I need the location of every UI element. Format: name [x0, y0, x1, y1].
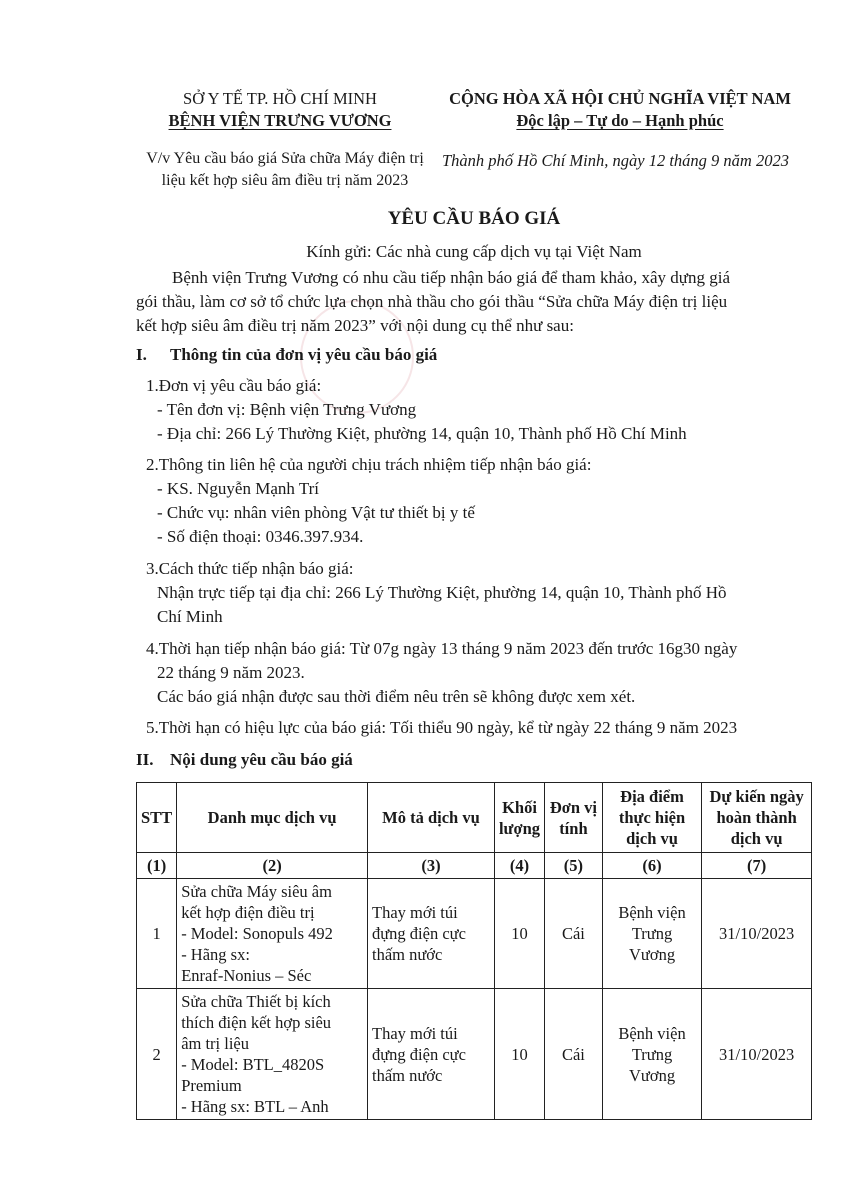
col-header-qty-line-2: lượng	[498, 818, 541, 838]
service-line: - Hãng sx:	[181, 945, 250, 964]
row-desc	[367, 879, 494, 989]
item-1-line-2: - Địa chỉ: 266 Lý Thường Kiệt, phường 14, quận 10, Thành phố Hồ Chí Minh	[157, 424, 687, 443]
row-date: 31/10/2023	[702, 879, 812, 989]
col-header-unit-line-2: tính	[559, 818, 588, 838]
col-header-place-line-2: thực hiện	[618, 808, 686, 827]
org-name-text: BỆNH VIỆN TRƯNG VƯƠNG	[168, 111, 392, 130]
col-header-stt: STT	[137, 783, 177, 853]
desc-line: thấm nước	[371, 1065, 443, 1085]
header-left	[130, 88, 430, 132]
col-header-qty	[494, 783, 544, 853]
desc-line: Thay mới túi	[371, 903, 458, 922]
col-header-date-line-2: hoàn thành	[716, 808, 797, 827]
table-row	[137, 989, 812, 1120]
row-place	[602, 879, 701, 989]
desc-line: đựng điện cực	[371, 1044, 466, 1064]
org-name	[130, 110, 430, 132]
place-line: Trưng	[631, 1044, 673, 1064]
subject-line-1: V/v Yêu cầu báo giá Sửa chữa Máy điện trị	[146, 150, 424, 167]
place-date: Thành phố Hồ Chí Minh, ngày 12 tháng 9 năm 2023	[442, 151, 789, 170]
col-number: (4)	[494, 853, 544, 879]
desc-line: đựng điện cực	[371, 924, 466, 943]
col-header-date-line-1: Dự kiến ngày	[709, 787, 804, 806]
col-number: (7)	[702, 853, 812, 879]
table-header-row	[137, 783, 812, 853]
item-2-line-2: - Chức vụ: nhân viên phòng Vật tư thiết bị y tế	[157, 503, 475, 522]
row-place	[602, 989, 701, 1120]
row-date: 31/10/2023	[702, 989, 812, 1120]
document-title: YÊU CẦU BÁO GIÁ	[387, 208, 561, 229]
service-line: âm trị liệu	[181, 1034, 250, 1053]
col-number: (2)	[177, 853, 368, 879]
row-qty: 10	[494, 989, 544, 1120]
row-desc	[367, 989, 494, 1120]
col-number: (5)	[545, 853, 603, 879]
service-line: thích điện kết hợp siêu	[181, 1013, 332, 1032]
motto-text: Độc lập – Tự do – Hạnh phúc	[516, 111, 724, 130]
header-right	[430, 88, 810, 132]
section-2-number: II.	[136, 750, 154, 769]
motto	[430, 110, 810, 132]
section-1-heading: Thông tin của đơn vị yêu cầu báo giá	[170, 345, 438, 364]
place-line: Vương	[628, 1065, 676, 1085]
row-service	[177, 989, 368, 1120]
service-line: Enraf-Nonius – Séc	[181, 966, 312, 985]
item-1-line-1: - Tên đơn vị: Bệnh viện Trưng Vương	[157, 400, 417, 419]
subject-line-2: liệu kết hợp siêu âm điều trị năm 2023	[161, 172, 409, 189]
subject-block	[120, 148, 450, 192]
col-header-unit-line-1: Đơn vị	[549, 797, 598, 817]
row-stt: 1	[137, 879, 177, 989]
item-4-line-2: Các báo giá nhận được sau thời điểm nêu trên sẽ không được xem xét.	[157, 687, 636, 706]
item-2-label: 2.Thông tin liên hệ của người chịu trách nhiệm tiếp nhận báo giá:	[146, 455, 592, 474]
recipient-line: Kính gửi: Các nhà cung cấp dịch vụ tại Việt Nam	[306, 242, 642, 261]
place-line: Bệnh viện	[618, 903, 686, 922]
item-4-line-1: 22 tháng 9 năm 2023.	[157, 663, 305, 682]
section-1-number: I.	[136, 345, 147, 364]
item-3-label: 3.Cách thức tiếp nhận báo giá:	[146, 559, 354, 578]
service-line: Sửa chữa Máy siêu âm	[181, 882, 332, 901]
col-header-service: Danh mục dịch vụ	[177, 783, 368, 853]
col-header-unit	[545, 783, 603, 853]
place-line: Vương	[628, 945, 676, 964]
place-line: Trưng	[631, 924, 673, 943]
col-header-qty-line-1: Khối	[502, 797, 537, 817]
row-service	[177, 879, 368, 989]
item-3-line-2: Chí Minh	[157, 607, 223, 626]
intro-line-1: Bệnh viện Trưng Vương có nhu cầu tiếp nhận báo giá để tham khảo, xây dựng giá	[172, 268, 731, 287]
col-number: (1)	[137, 853, 177, 879]
service-line: kết hợp điện điều trị	[181, 903, 315, 922]
row-unit: Cái	[545, 879, 603, 989]
item-2-line-3: - Số điện thoại: 0346.397.934.	[157, 527, 364, 546]
desc-line: thấm nước	[371, 945, 443, 964]
col-header-date-line-3: dịch vụ	[730, 829, 783, 848]
item-1-label: 1.Đơn vị yêu cầu báo giá:	[146, 376, 322, 395]
service-line: - Hãng sx: BTL – Anh	[181, 1097, 329, 1116]
col-header-place-line-3: dịch vụ	[626, 829, 678, 848]
section-2-heading: Nội dung yêu cầu báo giá	[170, 750, 353, 769]
service-line: - Model: BTL_4820S	[181, 1055, 325, 1074]
service-line: Premium	[181, 1076, 242, 1095]
table-row	[137, 879, 812, 989]
col-header-place-line-1: Địa điểm	[620, 787, 684, 806]
intro-line-2: gói thầu, làm cơ sở tổ chức lựa chọn nhà thầu cho gói thầu “Sửa chữa Máy điện trị liệu	[136, 292, 728, 311]
col-header-date	[702, 783, 812, 853]
place-line: Bệnh viện	[618, 1023, 686, 1043]
row-stt: 2	[137, 989, 177, 1120]
item-3-line-1: Nhận trực tiếp tại địa chỉ: 266 Lý Thường Kiệt, phường 14, quận 10, Thành phố Hồ	[157, 583, 727, 602]
item-2-line-1: - KS. Nguyễn Mạnh Trí	[157, 479, 319, 498]
intro-line-3: kết hợp siêu âm điều trị năm 2023” với nội dung cụ thể như sau:	[136, 316, 574, 335]
desc-line: Thay mới túi	[371, 1023, 458, 1043]
service-line: - Model: Sonopuls 492	[181, 924, 333, 943]
service-table	[136, 782, 812, 1120]
column-number-row	[137, 853, 812, 879]
item-5-label: 5.Thời hạn có hiệu lực của báo giá: Tối thiểu 90 ngày, kể từ ngày 22 tháng 9 năm 2023	[146, 718, 738, 737]
col-header-desc: Mô tả dịch vụ	[367, 783, 494, 853]
col-number: (6)	[602, 853, 701, 879]
col-header-place	[602, 783, 701, 853]
nation-title: CỘNG HÒA XÃ HỘI CHỦ NGHĨA VIỆT NAM	[449, 89, 791, 108]
row-unit: Cái	[545, 989, 603, 1120]
item-4-label: 4.Thời hạn tiếp nhận báo giá: Từ 07g ngày 13 tháng 9 năm 2023 đến trước 16g30 ngày	[146, 639, 738, 658]
org-parent: SỞ Y TẾ TP. HỒ CHÍ MINH	[183, 89, 377, 108]
row-qty: 10	[494, 879, 544, 989]
service-line: Sửa chữa Thiết bị kích	[181, 992, 331, 1011]
col-number: (3)	[367, 853, 494, 879]
